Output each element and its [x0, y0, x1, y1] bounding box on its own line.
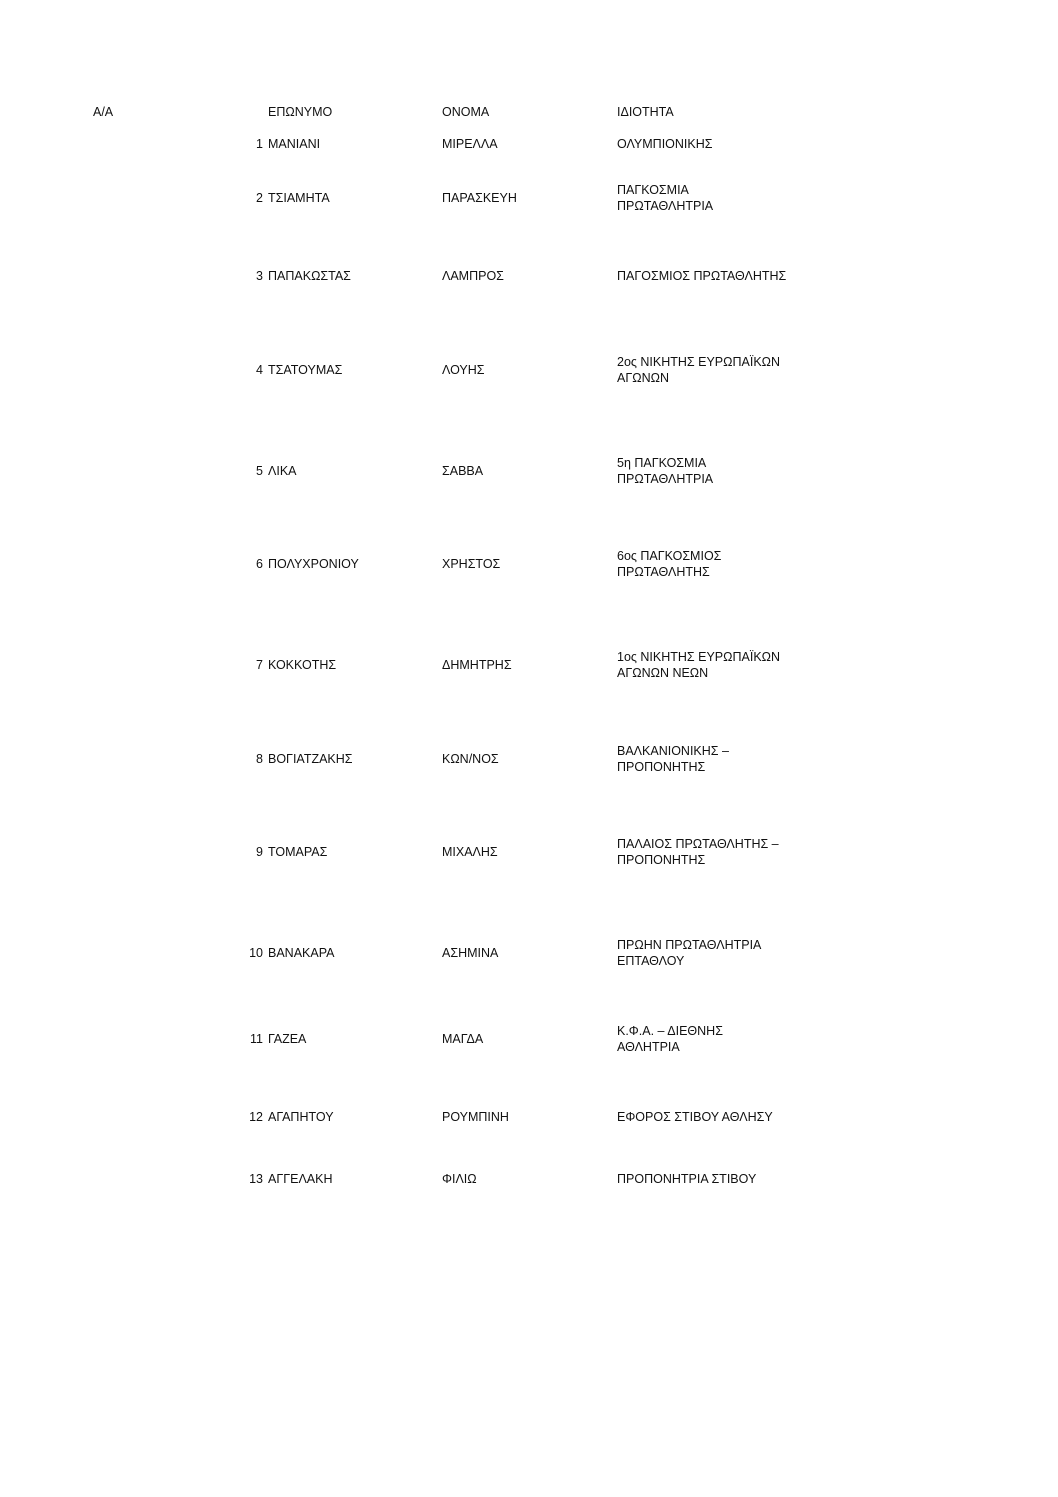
table-row	[0, 269, 1058, 283]
row-number: 3	[256, 269, 263, 283]
row-role: 1ος ΝΙΚΗΤΗΣ ΕΥΡΩΠΑΪΚΩΝ ΑΓΩΝΩΝ ΝΕΩΝ	[617, 650, 781, 680]
row-surname: ΜΑΝΙΑΝΙ	[268, 137, 321, 151]
row-name: ΜΙΧΑΛΗΣ	[442, 845, 498, 859]
table-row	[0, 1172, 1058, 1186]
table-row	[0, 549, 1058, 579]
row-name: ΑΣΗΜΙΝΑ	[442, 946, 499, 960]
row-role: ΠΡΩΗΝ ΠΡΩΤΑΘΛΗΤΡΙΑ ΕΠΤΑΘΛΟΥ	[617, 938, 761, 968]
row-number: 12	[249, 1110, 263, 1124]
row-surname: ΚΟΚΚΟΤΗΣ	[268, 658, 337, 672]
row-role: 5η ΠΑΓΚΟΣΜΙΑ ΠΡΩΤΑΘΛΗΤΡΙΑ	[617, 456, 714, 486]
header-name: ΟΝΟΜΑ	[442, 105, 490, 119]
row-role: ΠΑΓΟΣΜΙΟΣ ΠΡΩΤΑΘΛΗΤΗΣ	[617, 269, 787, 283]
row-name: ΠΑΡΑΣΚΕΥΗ	[442, 191, 517, 205]
table-row	[0, 1110, 1058, 1124]
row-role: ΕΦΟΡΟΣ ΣΤΙΒΟΥ ΑΘΛΗΣΥ	[617, 1110, 773, 1124]
row-name: ΜΑΓΔΑ	[442, 1032, 484, 1046]
row-surname: ΒΟΓΙΑΤΖΑΚΗΣ	[268, 752, 353, 766]
row-name: ΧΡΗΣΤΟΣ	[442, 557, 501, 571]
row-name: ΜΙΡΕΛΛΑ	[442, 137, 498, 151]
row-surname: ΛΙΚΑ	[268, 464, 297, 478]
table-row	[0, 456, 1058, 486]
row-number: 2	[256, 191, 263, 205]
row-surname: ΑΓΑΠΗΤΟΥ	[268, 1110, 334, 1124]
table-row	[0, 355, 1058, 385]
row-surname: ΤΣΙΑΜΗΤΑ	[268, 191, 330, 205]
row-number: 11	[250, 1032, 263, 1046]
table-row	[0, 744, 1058, 774]
row-number: 6	[256, 557, 263, 571]
row-number: 13	[249, 1172, 263, 1186]
row-role: ΠΑΓΚΟΣΜΙΑ ΠΡΩΤΑΘΛΗΤΡΙΑ	[617, 183, 714, 213]
row-number: 10	[249, 946, 263, 960]
row-number: 7	[256, 658, 263, 672]
row-number: 9	[256, 845, 263, 859]
row-name: ΦΙΛΙΩ	[442, 1172, 477, 1186]
row-surname: ΤΟΜΑΡΑΣ	[268, 845, 328, 859]
row-role: ΠΡΟΠΟΝΗΤΡΙΑ ΣΤΙΒΟΥ	[617, 1172, 757, 1186]
row-name: ΡΟΥΜΠΙΝΗ	[442, 1110, 509, 1124]
row-number: 5	[256, 464, 263, 478]
row-role: ΟΛΥΜΠΙΟΝΙΚΗΣ	[617, 137, 713, 151]
table-header-row	[0, 105, 1058, 119]
row-number: 1	[256, 137, 263, 151]
row-surname: ΠΑΠΑΚΩΣΤΑΣ	[268, 269, 351, 283]
row-name: ΛΑΜΠΡΟΣ	[442, 269, 504, 283]
row-role: 2ος ΝΙΚΗΤΗΣ ΕΥΡΩΠΑΪΚΩΝ ΑΓΩΝΩΝ	[617, 355, 781, 385]
row-name: ΚΩΝ/ΝΟΣ	[442, 752, 499, 766]
row-role: ΠΑΛΑΙΟΣ ΠΡΩΤΑΘΛΗΤΗΣ – ΠΡΟΠΟΝΗΤΗΣ	[617, 837, 779, 867]
header-role: ΙΔΙΟΤΗΤΑ	[617, 105, 674, 119]
row-role: ΒΑΛΚΑΝΙΟΝΙΚΗΣ – ΠΡΟΠΟΝΗΤΗΣ	[617, 744, 729, 774]
row-surname: ΠΟΛΥΧΡΟΝΙΟΥ	[268, 557, 359, 571]
row-surname: ΑΓΓΕΛΑΚΗ	[268, 1172, 333, 1186]
table-row	[0, 1024, 1058, 1054]
row-name: ΛΟΥΗΣ	[442, 363, 485, 377]
table-row	[0, 837, 1058, 867]
row-name: ΣΑΒΒΑ	[442, 464, 484, 478]
row-surname: ΤΣΑΤΟΥΜΑΣ	[268, 363, 343, 377]
row-name: ΔΗΜΗΤΡΗΣ	[442, 658, 512, 672]
row-number: 8	[256, 752, 263, 766]
row-role: Κ.Φ.Α. – ΔΙΕΘΝΗΣ ΑΘΛΗΤΡΙΑ	[617, 1024, 723, 1054]
row-surname: ΓΑΖΕΑ	[268, 1032, 307, 1046]
header-aa: Α/Α	[93, 105, 114, 119]
row-role: 6ος ΠΑΓΚΟΣΜΙΟΣ ΠΡΩΤΑΘΛΗΤΗΣ	[617, 549, 722, 579]
header-surname: ΕΠΩΝΥΜΟ	[268, 105, 333, 119]
table-row	[0, 650, 1058, 680]
table-row	[0, 938, 1058, 968]
row-number: 4	[256, 363, 263, 377]
table-row	[0, 137, 1058, 151]
row-surname: ΒΑΝΑΚΑΡΑ	[268, 946, 335, 960]
table-row	[0, 183, 1058, 213]
